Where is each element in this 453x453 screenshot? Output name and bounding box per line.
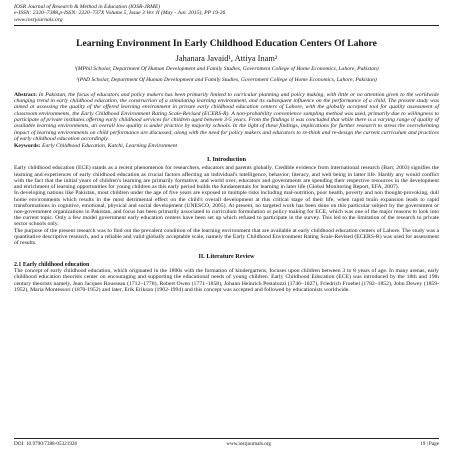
lit-body bbox=[14, 268, 439, 293]
keywords-label: Keywords: bbox=[14, 143, 41, 150]
journal-issn: e-ISSN: 2320–7388,p-ISSN: 2320–737X Volume 5, Issue 3 Ver. II (May - Jun. 2015), PP 19-26 bbox=[14, 10, 226, 17]
journal-site: www.iosrjournals.org bbox=[14, 16, 63, 23]
footer-site: www.iosrjournals.org bbox=[226, 441, 272, 447]
header-rule bbox=[14, 25, 439, 26]
affiliation-1: ¹(MPhil Scholar, Department Of Human Development and Family Studies, Government College of Home Economics, Lahore, Pakistan) bbox=[74, 66, 379, 73]
keywords bbox=[14, 143, 439, 149]
abstract-label: Abstract: bbox=[14, 91, 38, 98]
paper-page bbox=[14, 4, 439, 449]
paper-title: Learning Environment In Early Childhood Education Centers Of Lahore bbox=[76, 38, 377, 50]
abstract-text: In Pakistan, the focus of educators and policy makers has been primarily limited to curricular planning and policy making, with little or no attention given to the worldwide changing trend in early childhood education, the construction of a stimulating learning environment, and its subsequent influence on the performance of a child. The present study was aimed at assessing the quality of the offered learning environment in private early childhood education centers of Lahore, with the globally accepted tool for quality assessment of classroom environments, the Early Childhood Environment Rating Scale-Revised (ECERS-R). A non-probability convenience sampling method was used, primarily due to willingness to participate of private institutes offering early childhood services for children aged between 3-5 years. From the findings it was concluded that while there is a varying range of quality of available learning environments, an overall low quality is under practice by majority schools. In the light of these findings, implications for further research to stress the overwhelming impact of learning environments on child performance are discussed, along with the need for policy makers and educators to re-think and re-design the current curriculum and practices of early childhood education accordingly. bbox=[14, 91, 439, 142]
footer-doi: DOI: 10.9790/7388-05321926 bbox=[14, 441, 78, 447]
affiliation-2: ²(PhD Scholar, Department Of Human Development and Family Studies, Government College of Home Economics, Lahore, Pakistan) bbox=[76, 76, 377, 83]
journal-header bbox=[14, 4, 439, 23]
intro-heading: I. Introduction bbox=[206, 156, 247, 164]
authors: Jahanara Javaid¹, Attiya Inam² bbox=[175, 54, 278, 64]
footer-page: 19 | Page bbox=[420, 441, 439, 447]
intro-paragraph-1: Early childhood education (ECE) stands as a recent phenomenon for researchers, educators and parents globally. Credible evidence from international research (Barr, 2003) signifies the learning and experiences of early childhood education as crucial factors affecting an individual's intelligence, behavior, literacy, and well being in latter life. Hardly any would conflict with the fact that the initial years of children's learning are primarily formative, and world over, educators and governments are spending their respective resources in the development and enrichment of learning opportunities for young children as this early period builds the fundamentals for learning in later life (Global Monitoring Report, EFA, 2007). bbox=[14, 165, 439, 191]
abstract bbox=[14, 92, 439, 142]
intro-paragraph-3: The purpose of the present research was to find out the prevalent condition of the learning environment that are available at early childhood education centers of Lahore. The study was a quantitative descriptive research, and a reliable and valid globally acceptable scale, namely the Early Childhood Environment Rating Scale-Revised (ECERS-R) was used for assessment of results. bbox=[14, 227, 439, 246]
lit-subheading: 2.1 Early childhood education bbox=[14, 262, 90, 269]
journal-name: IOSR Journal of Research & Method in Education (IOSR-JRME) bbox=[14, 4, 161, 10]
intro-paragraph-2: In developing nations like Pakistan, most children under the age of five years are exposed to multiple risks including mal-nutrition, poor health, poverty and non thought-provoking, dull home environments which results in the most detrimental effect on the child's overall development at this critical stage of their life, when rapid brain expansion leads to rapid transformations in cognitive, emotional, physical and social development (UNESCO, 2005). At present, no targeted work has been done on this particular subject by the government or non-government organizations in Pakistan, and focus has been primarily associated to curriculum formulation or policy making for ECE, which was one of the major reasons to look into the current topic. Only a few model government early education centers have been set up which refused to participate in the survey. This led to the limitation of the research to private sector schools only. bbox=[14, 190, 439, 228]
lit-paragraph-1: The concept of early childhood education, which originated in the 1800s with the formation of kindergartens, focuses upon children between 3 to 8 years of age. In many arenas, early childhood education theorists center on encouraging and supporting the educational needs of young children. Early Childhood Education (ECE) was introduced by the 18th and 19th century theorists namely, Jean Jacques Rousseau (1712–1778), Robert Owen (1771–1858), Johann Heinrich Pestalozzi (1746–1827), Friedrich Froebel (1782–1852), John Dewey (1859-1952), Maria Montessori (1870-1952) and later, Erik Erikson (1902-1994) and this concept was accepted and followed by educationists worldwide. bbox=[14, 268, 439, 293]
lit-review-heading: II. Literature Review bbox=[198, 253, 255, 261]
page-footer bbox=[14, 438, 439, 447]
intro-body bbox=[14, 165, 439, 246]
keywords-text: Early Childhood Education, Katchi, Learning Environment bbox=[41, 143, 178, 150]
